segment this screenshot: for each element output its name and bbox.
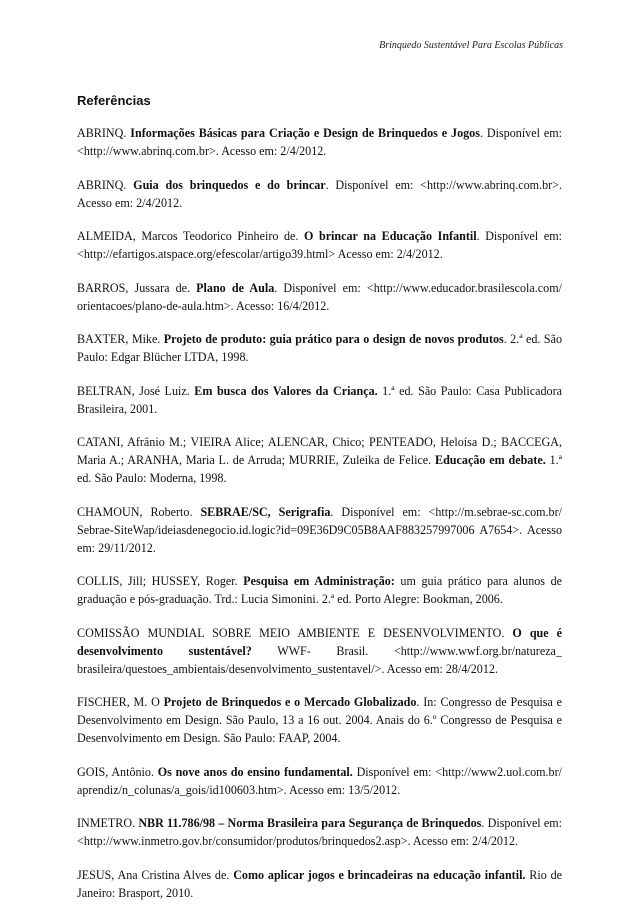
reference-details: . Disponível em: <http://efartigos.atspace.org/efescolar/artigo39.html> Acesso em: 2/4/2012. bbox=[77, 229, 562, 261]
reference-title: Plano de Aula bbox=[196, 280, 275, 295]
reference-details: um guia prático para alunos de graduação e pós-graduação. Trd.: Lucia Simonini. 2.ª ed. Porto Alegre: Bookman, 2006. bbox=[77, 574, 562, 606]
reference-author: BARROS, Jussara de. bbox=[77, 280, 197, 295]
reference-title: O brincar na Educação Infantil bbox=[303, 229, 477, 243]
reference-details: . Disponível em: <http://www.inmetro.gov.br/consumidor/produtos/brinquedos2.asp>. Acesso em: 2/4/2012. bbox=[77, 816, 563, 848]
reference-author: CHAMOUN, Roberto. bbox=[77, 504, 201, 519]
reference-title: Guia dos brinquedos e do brincar bbox=[133, 177, 326, 192]
reference-item bbox=[77, 176, 562, 212]
reference-item bbox=[77, 814, 562, 850]
reference-title: Projeto de Brinquedos e o Mercado Globalizado bbox=[163, 695, 417, 709]
reference-item bbox=[77, 624, 562, 678]
reference-author: JESUS, Ana Cristina Alves de. bbox=[77, 867, 234, 882]
reference-author: COMISSÃO MUNDIAL SOBRE MEIO AMBIENTE E DESENVOLVIMENTO. bbox=[77, 625, 513, 640]
reference-author: ALMEIDA, Marcos Teodorico Pinheiro de. bbox=[77, 229, 304, 243]
reference-details: . Disponível em: <http://www.educador.brasilescola.com/ orientacoes/plano-de-aula.htm>. Acesso: 16/4/2012. bbox=[77, 280, 562, 313]
reference-details: . Disponível em: <http://www.abrinq.com.br>. Acesso em: 2/4/2012. bbox=[77, 126, 562, 158]
reference-author: FISCHER, M. O bbox=[77, 695, 164, 709]
reference-author: INMETRO. bbox=[77, 816, 139, 830]
reference-details: . Disponível em: <http://m.sebrae-sc.com.br/ Sebrae-SiteWap/ideiasdenegocio.id.logic?id=09E36D9C05B8AAF883257997006 A7654>. Acesso em: 29/11/2012. bbox=[77, 504, 562, 555]
reference-details: Rio de Janeiro: Brasport, 2010. bbox=[77, 867, 562, 900]
reference-item bbox=[77, 572, 562, 608]
reference-item bbox=[77, 433, 562, 487]
reference-title: Educação em debate. bbox=[435, 453, 546, 467]
reference-title: NBR 11.786/98 – Norma Brasileira para Segurança de Brinquedos bbox=[138, 816, 482, 830]
reference-details: . In: Congresso de Pesquisa e Desenvolvimento em Design. São Paulo, 13 a 16 out. 2004. Anais do 6.º Congresso de Pesquisa e Desenvolvimento em Design. São Paulo: FAAP, 2004. bbox=[77, 695, 562, 745]
reference-list bbox=[77, 124, 562, 917]
reference-details: . Disponível em: <http://www.abrinq.com.br>. Acesso em: 2/4/2012. bbox=[77, 177, 562, 210]
reference-item bbox=[77, 382, 562, 418]
reference-item bbox=[77, 503, 562, 557]
reference-details: WWF- Brasil. <http://www.wwf.org.br/natureza_ brasileira/questoes_ambientais/desenvolvimento_sustentavel/>. Acesso em: 28/4/2012. bbox=[77, 643, 562, 676]
reference-title: O que é desenvolvimento sustentável? bbox=[77, 625, 562, 658]
page-title: Referências bbox=[77, 93, 151, 108]
reference-title: Pesquisa em Administração: bbox=[243, 574, 395, 588]
reference-details: Disponível em: <http://www2.uol.com.br/ aprendiz/n_colunas/a_gois/id100603.htm>. Acesso em: 13/5/2012. bbox=[77, 764, 562, 797]
reference-author: ABRINQ. bbox=[77, 126, 131, 140]
reference-author: ABRINQ. bbox=[77, 177, 134, 192]
reference-title: Em busca dos Valores da Criança. bbox=[194, 383, 378, 398]
reference-details: . 2.ª ed. São Paulo: Edgar Blücher LTDA, 1998. bbox=[77, 332, 563, 364]
reference-author: COLLIS, Jill; HUSSEY, Roger. bbox=[77, 574, 244, 588]
reference-details: 1.ª ed. São Paulo: Moderna, 1998. bbox=[77, 453, 563, 485]
reference-author: GOIS, Antônio. bbox=[77, 764, 158, 779]
running-header: Brinquedo Sustentável Para Escolas Públicas bbox=[379, 40, 563, 51]
reference-author: BAXTER, Mike. bbox=[77, 332, 164, 346]
reference-item bbox=[77, 279, 562, 315]
reference-title: SEBRAE/SC, Serigrafia bbox=[200, 504, 331, 519]
reference-title: Projeto de produto: guia prático para o design de novos produtos bbox=[163, 332, 504, 346]
reference-title: Como aplicar jogos e brincadeiras na educação infantil. bbox=[233, 867, 526, 882]
reference-item bbox=[77, 866, 562, 902]
reference-details: 1.ª ed. São Paulo: Casa Publicadora Brasileira, 2001. bbox=[77, 383, 562, 416]
reference-author: BELTRAN, José Luiz. bbox=[77, 383, 195, 398]
reference-author: CATANI, Afrânio M.; VIEIRA Alice; ALENCAR, Chico; PENTEADO, Heloísa D.; BACCEGA, Maria A.; ARANHA, Maria L. de Arruda; MURRIE, Zuleika de Felice. bbox=[77, 435, 562, 467]
reference-title: Os nove anos do ensino fundamental. bbox=[157, 764, 353, 779]
reference-item bbox=[77, 330, 562, 366]
reference-item bbox=[77, 763, 562, 799]
reference-item bbox=[77, 227, 562, 263]
reference-item bbox=[77, 693, 562, 747]
reference-title: Informações Básicas para Criação e Design de Brinquedos e Jogos bbox=[130, 126, 480, 140]
reference-item bbox=[77, 124, 562, 160]
